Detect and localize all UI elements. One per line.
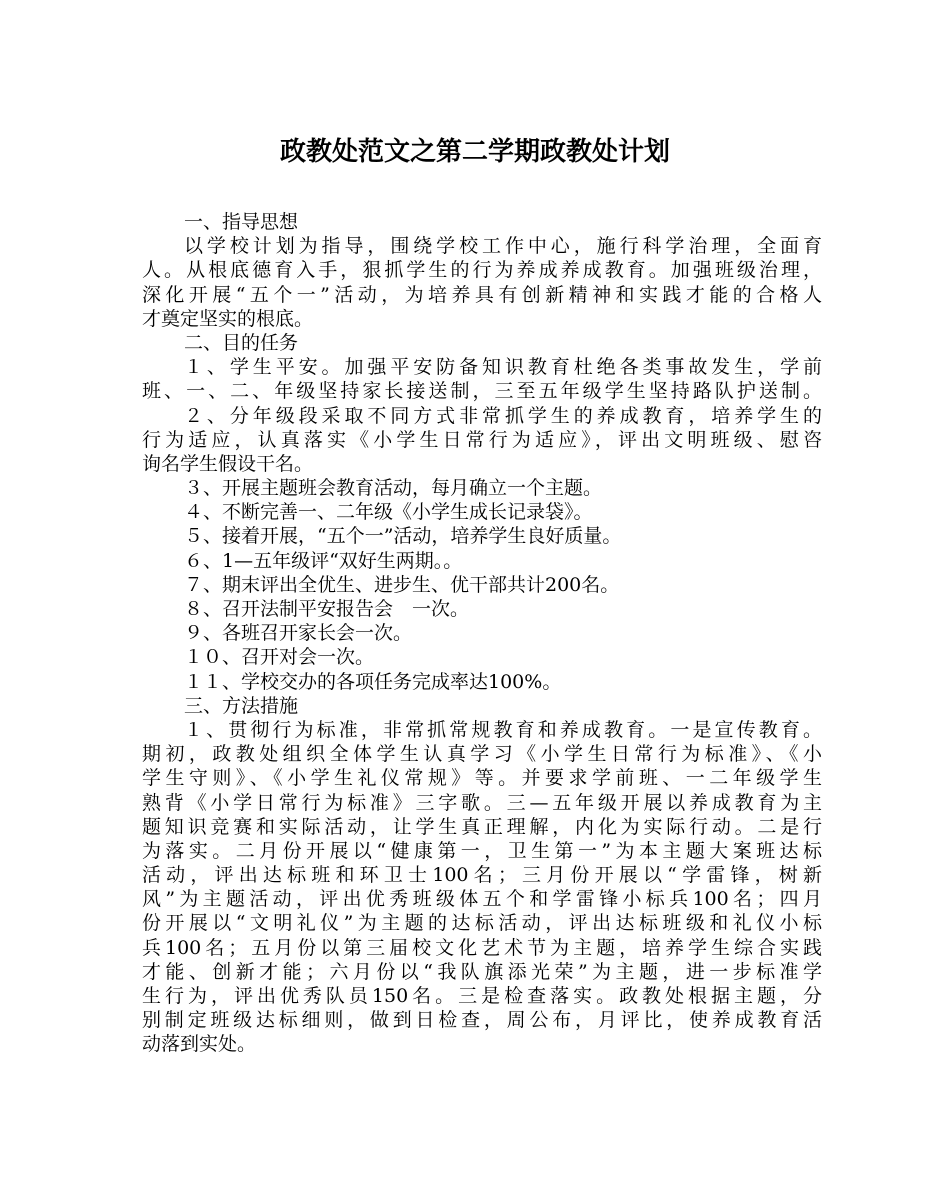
paragraph-line: 才奠定坚实的根底。 [142, 307, 314, 330]
paragraph-line: 别制定班级达标细则，做到日检查，周公布，月评比，使养成教育活 [142, 1009, 822, 1032]
list-item-line: 行为适应，认真落实《小学生日常行为适应》，评出文明班级、慰咨 [142, 428, 822, 451]
paragraph-line: 人。从根底德育入手，狠抓学生的行为养成养成教育。加强班级治理， [142, 259, 822, 282]
list-item-line: 班、一、二、年级坚持家长接送制，三至五年级学生坚持路队护送制。 [142, 380, 822, 403]
paragraph-line: 生行为，评出优秀队员150名。三是检查落实。政教处根据主题，分 [142, 985, 822, 1007]
document-title: 政教处范文之第二学期政教处计划 [279, 137, 670, 167]
list-item-line: ４、不断完善一、二年级《小学生成长记录袋》。 [184, 501, 593, 524]
paragraph-line: 深化开展“五个一”活动，为培养具有创新精神和实践才能的合格人 [142, 283, 822, 306]
paragraph-line: 才能、创新才能；六月份以“我队旗添光荣”为主题，进一步标准学 [142, 960, 822, 983]
list-item-line: ９、各班召开家长会一次。 [184, 622, 413, 645]
document-body [142, 210, 822, 1057]
paragraph-line: １、贯彻行为标准，非常抓常规教育和养成教育。一是宣传教育。 [184, 718, 822, 741]
paragraph-line: 活动，评出达标班和环卫士100名；三月份开展以“学雷锋，树新 [142, 864, 822, 887]
paragraph-line: 学生守则》、《小学生礼仪常规》等。并要求学前班、一二年级学生 [142, 767, 822, 790]
paragraph-line: 为落实。二月份开展以“健康第一，卫生第一”为本主题大案班达标 [142, 839, 822, 862]
paragraph-line: 题知识竞赛和实际活动，让学生真正理解，内化为实际行动。二是行 [142, 815, 822, 838]
list-item-line: ５、接着开展，“五个一”活动，培养学生良好质量。 [184, 525, 622, 548]
paragraph-line: 动落到实处。 [142, 1033, 257, 1056]
list-item-line: １１、学校交办的各项任务完成率达100%。 [184, 670, 562, 693]
list-item-line: ７、期末评出全优生、进步生、优干部共计200名。 [184, 573, 620, 596]
list-item-line: ６、1—五年级评“双好生两期。。 [184, 549, 463, 572]
paragraph-line: 熟背《小学日常行为标准》三字歌。三—五年级开展以养成教育为主 [142, 791, 822, 814]
paragraph-line: 份开展以“文明礼仪”为主题的达标活动，评出达标班级和礼仪小标 [142, 912, 822, 935]
section-heading-methods: 三、方法措施 [184, 694, 299, 717]
list-item-line: ２、分年级段采取不同方式非常抓学生的养成教育，培养学生的 [184, 404, 822, 427]
section-heading-goals-tasks: 二、目的任务 [184, 331, 299, 354]
list-item-line: ３、开展主题班会教育活动，每月确立一个主题。 [184, 477, 603, 500]
list-item-line: １、学生平安。加强平安防备知识教育杜绝各类事故发生，学前 [184, 356, 822, 379]
paragraph-line: 以学校计划为指导，围绕学校工作中心，施行科学治理，全面育 [184, 235, 822, 258]
list-item-line: １０、召开对会一次。 [184, 646, 375, 669]
paragraph-line: 期初，政教处组织全体学生认真学习《小学生日常行为标准》、《小 [142, 743, 822, 766]
section-heading-guiding-ideology: 一、指导思想 [184, 211, 299, 233]
paragraph-line: 兵100名；五月份以第三届校文化艺术节为主题，培养学生综合实践 [142, 936, 822, 959]
list-item-line: ８、召开法制平安报告会 一次。 [184, 598, 470, 620]
paragraph-line: 风”为主题活动，评出优秀班级体五个和学雷锋小标兵100名；四月 [142, 888, 822, 911]
list-item-line: 询名学生假设干名。 [142, 452, 314, 475]
